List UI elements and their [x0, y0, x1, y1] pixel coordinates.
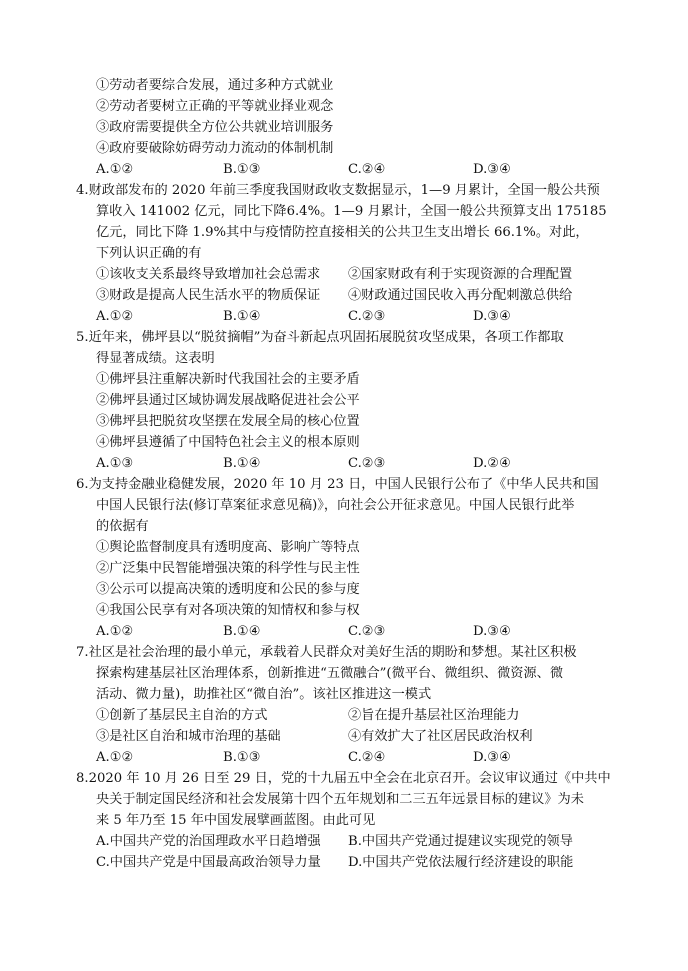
q6-option-d: D.③④ [473, 624, 511, 639]
q4-option-d: D.③④ [473, 309, 511, 324]
q6-stem-line-1: 6.为支持金融业稳健发展，2020 年 10 月 23 日，中国人民银行公布了《中华人民共和国 [76, 477, 599, 492]
q7-item-2: ②旨在提升基层社区治理能力 [348, 708, 520, 723]
q6-item-4: ④我国公民享有对各项决策的知情权和参与权 [96, 603, 360, 618]
q3-option-b: B.①③ [223, 162, 261, 177]
q7-stem-line-1: 7.社区是社会治理的最小单元，承载着人民群众对美好生活的期盼和梦想。某社区积极 [76, 645, 577, 660]
q8-stem-line-2: 央关于制定国民经济和社会发展第十四个五年规划和二三五年远景目标的建议》为未 [96, 792, 584, 807]
q4-option-a: A.①② [96, 309, 134, 324]
q6-option-b: B.①④ [223, 624, 261, 639]
q4-item-3: ③财政是提高人民生活水平的物质保证 [96, 288, 321, 303]
q4-stem-line-3: 亿元，同比下降 1.9%其中与疫情防控直接相关的公共卫生支出增长 66.1%。对此， [96, 225, 589, 240]
q3-option-c: C.②④ [348, 162, 386, 177]
q8-option-a: A.中国共产党的治国理政水平日趋增强 [96, 834, 321, 849]
q5-item-2: ②佛坪县通过区域协调发展战略促进社会公平 [96, 393, 360, 408]
q4-item-2: ②国家财政有利于实现资源的合理配置 [348, 267, 573, 282]
q5-item-4: ④佛坪县遵循了中国特色社会主义的根本原则 [96, 435, 360, 450]
q7-option-b: B.①③ [223, 750, 261, 765]
q5-option-c: C.②③ [348, 456, 386, 471]
q4-stem-line-4: 下列认识正确的有 [96, 246, 202, 261]
q8-option-d: D.中国共产党依法履行经济建设的职能 [348, 855, 574, 870]
q5-item-1: ①佛坪县注重解决新时代我国社会的主要矛盾 [96, 372, 360, 387]
q7-option-a: A.①② [96, 750, 134, 765]
q6-item-2: ②广泛集中民智能增强决策的科学性与民主性 [96, 561, 360, 576]
q6-item-1: ①舆论监督制度具有透明度高、影响广等特点 [96, 540, 360, 555]
q6-option-a: A.①② [96, 624, 134, 639]
q4-item-1: ①该收支关系最终导致增加社会总需求 [96, 267, 321, 282]
q4-option-b: B.①④ [223, 309, 261, 324]
q8-stem-line-3: 来 5 年乃至 15 年中国发展擘画蓝图。由此可见 [96, 813, 376, 828]
q6-item-3: ③公示可以提高决策的透明度和公民的参与度 [96, 582, 360, 597]
q4-item-4: ④财政通过国民收入再分配刺激总供给 [348, 288, 573, 303]
q4-stem-line-1: 4.财政部发布的 2020 年前三季度我国财政收支数据显示，1—9 月累计，全国一般公共预 [76, 183, 600, 198]
q3-item-2: ②劳动者要树立正确的平等就业择业观念 [96, 99, 334, 114]
q6-option-c: C.②③ [348, 624, 386, 639]
q7-item-1: ①创新了基层民主自治的方式 [96, 708, 268, 723]
q6-stem-line-2: 中国人民银行法(修订草案征求意见稿)》，向社会公开征求意见。中国人民银行此举 [96, 498, 575, 513]
q3-option-d: D.③④ [473, 162, 511, 177]
q5-option-d: D.②④ [473, 456, 511, 471]
q5-stem-line-2: 得显著成绩。这表明 [96, 351, 215, 366]
q3-item-3: ③政府需要提供全方位公共就业培训服务 [96, 120, 334, 135]
q3-item-1: ①劳动者要综合发展，通过多种方式就业 [96, 78, 334, 93]
q8-option-c: C.中国共产党是中国最高政治领导力量 [96, 855, 321, 870]
q5-stem-line-1: 5.近年来，佛坪县以“脱贫摘帽”为奋斗新起点巩固拓展脱贫攻坚成果，各项工作都取 [76, 330, 564, 345]
q3-item-4: ④政府要破除妨碍劳动力流动的体制机制 [96, 141, 334, 156]
q8-option-b: B.中国共产党通过提建议实现党的领导 [348, 834, 573, 849]
q5-option-b: B.①④ [223, 456, 261, 471]
q5-option-a: A.①③ [96, 456, 134, 471]
q3-option-a: A.①② [96, 162, 134, 177]
q4-stem-line-2: 算收入 141002 亿元，同比下降6.4%。1—9 月累计，全国一般公共预算支出 175185 [96, 204, 607, 219]
q7-option-d: D.③④ [473, 750, 511, 765]
q5-item-3: ③佛坪县把脱贫攻坚摆在发展全局的核心位置 [96, 414, 360, 429]
q7-stem-line-2: 探索构建基层社区治理体系，创新推进“五微融合”(微平台、微组织、微资源、微 [96, 666, 564, 681]
q7-item-4: ④有效扩大了社区居民政治权利 [348, 729, 533, 744]
q8-stem-line-1: 8.2020 年 10 月 26 日至 29 日，党的十九届五中全会在北京召开。会议审议通过《中共中 [76, 771, 611, 786]
q7-item-3: ③是社区自治和城市治理的基础 [96, 729, 281, 744]
q7-option-c: C.②④ [348, 750, 386, 765]
q7-stem-line-3: 活动、微力量)，助推社区“微自治”。该社区推进这一模式 [96, 687, 432, 702]
q4-option-c: C.②③ [348, 309, 386, 324]
q6-stem-line-3: 的依据有 [96, 519, 149, 534]
